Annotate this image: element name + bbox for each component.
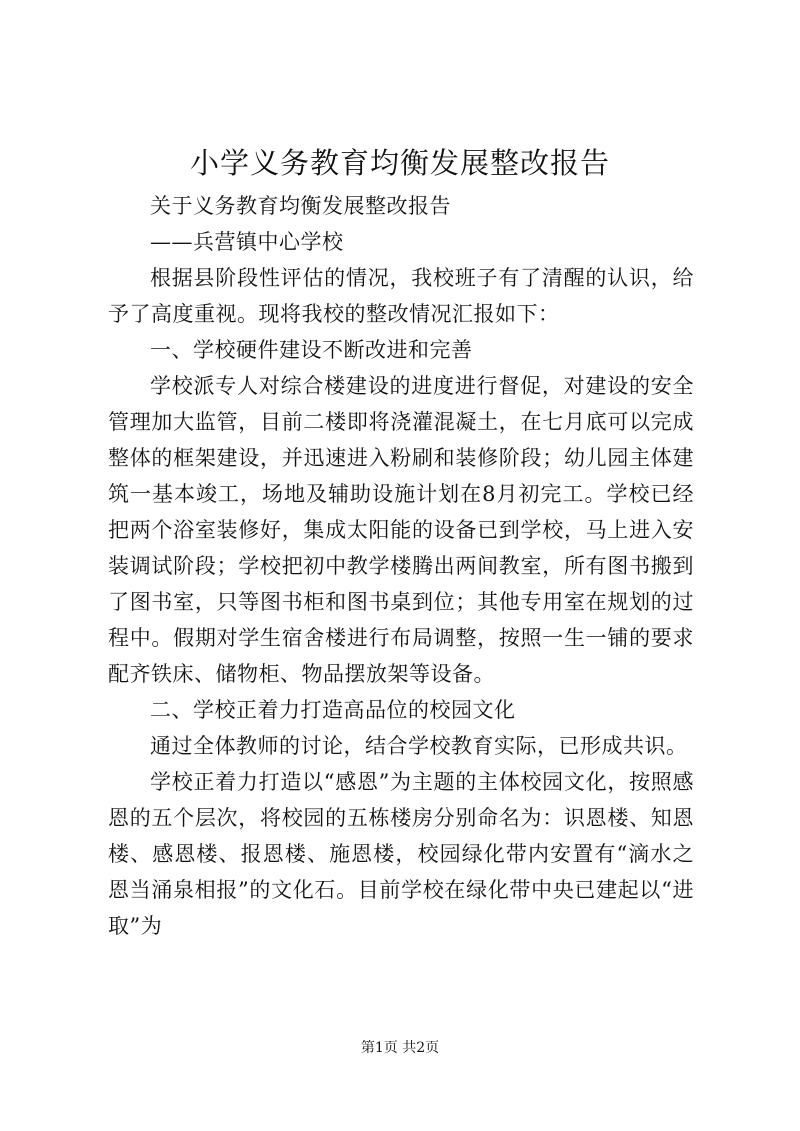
page-footer: 第1页 共2页 xyxy=(360,1040,440,1056)
paragraph-report-subtitle: 关于义务教育均衡发展整改报告 xyxy=(150,194,451,218)
paragraph-culture: 学校正着力打造以“感恩”为主题的主体校园文化，按照感恩的五个层次，将校园的五栋楼房分别命名为：识恩楼、知恩楼、感恩楼、报恩楼、施恩楼，校园绿化带内安置有“滴水之恩当涌泉相报”的文化石。目前学校在绿化带中央已建起以“进取”为 xyxy=(108,770,694,938)
section-heading-2: 二、学校正着力打造高品位的校园文化 xyxy=(150,698,516,722)
paragraph-consensus: 通过全体教师的讨论，结合学校教育实际，已形成共识。 xyxy=(150,734,688,758)
document-title: 小学义务教育均衡发展整改报告 xyxy=(189,146,610,180)
paragraph-hardware: 学校派专人对综合楼建设的进度进行督促，对建设的安全管理加大监管，目前二楼即将浇灌混凝土，在七月底可以完成整体的框架建设，并迅速进入粉刷和装修阶段；幼儿园主体建筑一基本竣工，场地及辅助设施计划在8月初完工。学校已经把两个浴室装修好，集成太阳能的设备已到学校，马上进入安装调试阶段；学校把初中教学楼腾出两间教室，所有图书搬到了图书室，只等图书柜和图书桌到位；其他专用室在规划的过程中。假期对学生宿舍楼进行布局调整，按照一生一铺的要求配齐铁床、储物柜、物品摆放架等设备。 xyxy=(108,374,694,686)
section-heading-1: 一、学校硬件建设不断改进和完善 xyxy=(150,338,473,362)
paragraph-intro: 根据县阶段性评估的情况，我校班子有了清醒的认识，给予了高度重视。现将我校的整改情况汇报如下： xyxy=(108,266,694,326)
paragraph-author: ——兵营镇中心学校 xyxy=(150,230,344,254)
document-body xyxy=(108,188,694,944)
